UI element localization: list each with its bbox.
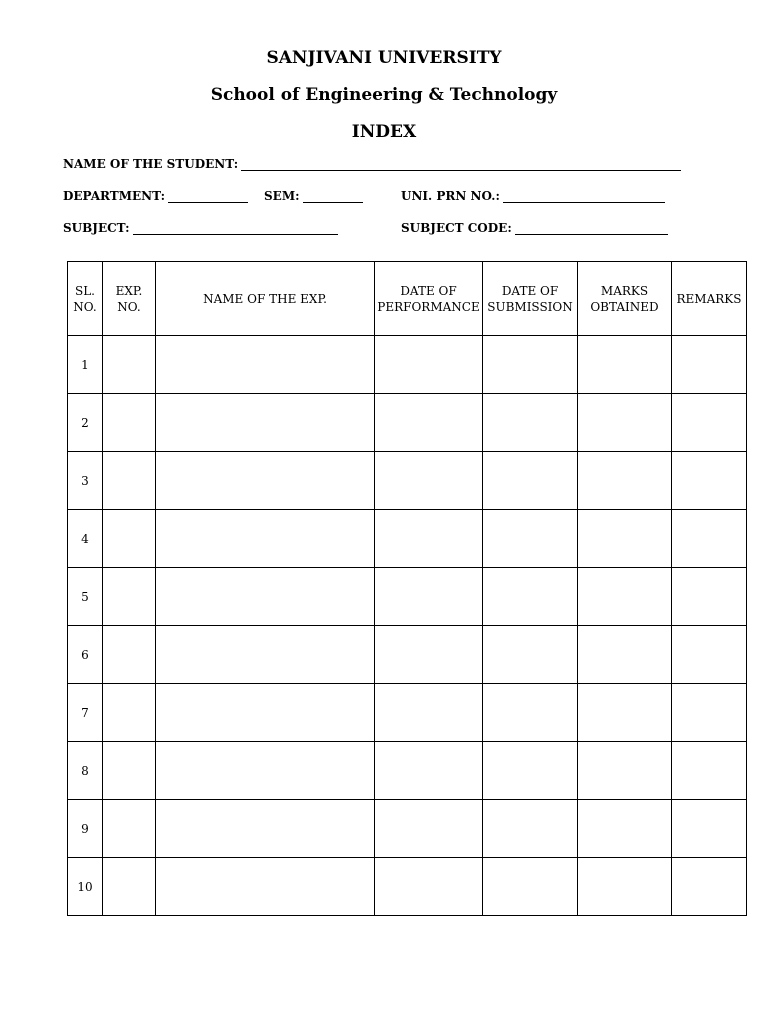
sl-no-cell: 10 (68, 858, 103, 916)
table-body (68, 336, 747, 916)
remarks-cell[interactable] (672, 452, 747, 510)
column-header-sl-no: SL. NO. (68, 262, 103, 336)
date-performance-cell[interactable] (375, 568, 483, 626)
table-row (68, 626, 747, 684)
date-submission-cell[interactable] (483, 626, 578, 684)
date-submission-cell[interactable] (483, 858, 578, 916)
subject-blank[interactable] (133, 222, 338, 235)
student-name-field (63, 157, 681, 171)
date-submission-cell[interactable] (483, 684, 578, 742)
remarks-cell[interactable] (672, 858, 747, 916)
sem-field (264, 189, 363, 203)
marks-cell[interactable] (578, 626, 672, 684)
date-performance-cell[interactable] (375, 684, 483, 742)
table-row (68, 568, 747, 626)
sl-no-cell: 9 (68, 800, 103, 858)
table-row (68, 452, 747, 510)
date-performance-cell[interactable] (375, 336, 483, 394)
date-submission-cell[interactable] (483, 394, 578, 452)
exp-no-cell[interactable] (103, 394, 156, 452)
sem-label: SEM: (264, 189, 300, 203)
remarks-cell[interactable] (672, 336, 747, 394)
date-performance-cell[interactable] (375, 626, 483, 684)
exp-no-cell[interactable] (103, 684, 156, 742)
column-header-marks: MARKS OBTAINED (578, 262, 672, 336)
remarks-cell[interactable] (672, 626, 747, 684)
school-name: School of Engineering & Technology (210, 85, 558, 105)
prn-blank[interactable] (503, 190, 665, 203)
date-performance-cell[interactable] (375, 510, 483, 568)
marks-cell[interactable] (578, 742, 672, 800)
university-name: SANJIVANI UNIVERSITY (266, 48, 502, 68)
prn-label: UNI. PRN NO.: (401, 189, 500, 203)
exp-name-cell[interactable] (156, 626, 375, 684)
date-performance-cell[interactable] (375, 858, 483, 916)
sl-no-cell: 1 (68, 336, 103, 394)
exp-no-cell[interactable] (103, 742, 156, 800)
exp-name-cell[interactable] (156, 858, 375, 916)
marks-cell[interactable] (578, 800, 672, 858)
exp-name-cell[interactable] (156, 394, 375, 452)
date-submission-cell[interactable] (483, 742, 578, 800)
date-performance-cell[interactable] (375, 742, 483, 800)
table-header-row (68, 262, 747, 336)
exp-no-cell[interactable] (103, 858, 156, 916)
exp-name-cell[interactable] (156, 568, 375, 626)
exp-no-cell[interactable] (103, 452, 156, 510)
exp-name-cell[interactable] (156, 452, 375, 510)
subject-code-blank[interactable] (515, 222, 668, 235)
sl-no-cell: 5 (68, 568, 103, 626)
remarks-cell[interactable] (672, 742, 747, 800)
exp-no-cell[interactable] (103, 800, 156, 858)
date-performance-cell[interactable] (375, 452, 483, 510)
sl-no-cell: 7 (68, 684, 103, 742)
date-performance-cell[interactable] (375, 394, 483, 452)
department-blank[interactable] (168, 190, 248, 203)
page-title: INDEX (351, 122, 417, 142)
column-header-exp-no: EXP. NO. (103, 262, 156, 336)
table-row (68, 510, 747, 568)
table-row (68, 336, 747, 394)
exp-name-cell[interactable] (156, 336, 375, 394)
remarks-cell[interactable] (672, 568, 747, 626)
column-header-remarks: REMARKS (672, 262, 747, 336)
sem-blank[interactable] (303, 190, 363, 203)
exp-name-cell[interactable] (156, 510, 375, 568)
column-header-exp-name: NAME OF THE EXP. (156, 262, 375, 336)
marks-cell[interactable] (578, 452, 672, 510)
table-row (68, 800, 747, 858)
subject-label: SUBJECT: (63, 221, 130, 235)
remarks-cell[interactable] (672, 510, 747, 568)
sl-no-cell: 2 (68, 394, 103, 452)
column-header-date-submission: DATE OF SUBMISSION (483, 262, 578, 336)
student-name-blank[interactable] (241, 158, 681, 171)
marks-cell[interactable] (578, 336, 672, 394)
index-table (67, 261, 747, 916)
sl-no-cell: 3 (68, 452, 103, 510)
date-submission-cell[interactable] (483, 568, 578, 626)
marks-cell[interactable] (578, 394, 672, 452)
marks-cell[interactable] (578, 510, 672, 568)
department-label: DEPARTMENT: (63, 189, 166, 203)
sl-no-cell: 8 (68, 742, 103, 800)
date-submission-cell[interactable] (483, 336, 578, 394)
marks-cell[interactable] (578, 684, 672, 742)
marks-cell[interactable] (578, 568, 672, 626)
exp-name-cell[interactable] (156, 684, 375, 742)
subject-code-field (401, 221, 668, 235)
date-submission-cell[interactable] (483, 800, 578, 858)
exp-no-cell[interactable] (103, 568, 156, 626)
date-performance-cell[interactable] (375, 800, 483, 858)
date-submission-cell[interactable] (483, 510, 578, 568)
prn-field (401, 189, 665, 203)
exp-name-cell[interactable] (156, 742, 375, 800)
exp-no-cell[interactable] (103, 626, 156, 684)
table-row (68, 684, 747, 742)
column-header-date-performance: DATE OF PERFORMANCE (375, 262, 483, 336)
remarks-cell[interactable] (672, 800, 747, 858)
subject-field (63, 221, 338, 235)
sl-no-cell: 4 (68, 510, 103, 568)
subject-code-label: SUBJECT CODE: (401, 221, 512, 235)
date-submission-cell[interactable] (483, 452, 578, 510)
remarks-cell[interactable] (672, 394, 747, 452)
exp-name-cell[interactable] (156, 800, 375, 858)
exp-no-cell[interactable] (103, 336, 156, 394)
table-row (68, 394, 747, 452)
table-row (68, 858, 747, 916)
remarks-cell[interactable] (672, 684, 747, 742)
marks-cell[interactable] (578, 858, 672, 916)
table-row (68, 742, 747, 800)
exp-no-cell[interactable] (103, 510, 156, 568)
student-name-label: NAME OF THE STUDENT: (63, 157, 239, 171)
sl-no-cell: 6 (68, 626, 103, 684)
department-field (63, 189, 248, 203)
